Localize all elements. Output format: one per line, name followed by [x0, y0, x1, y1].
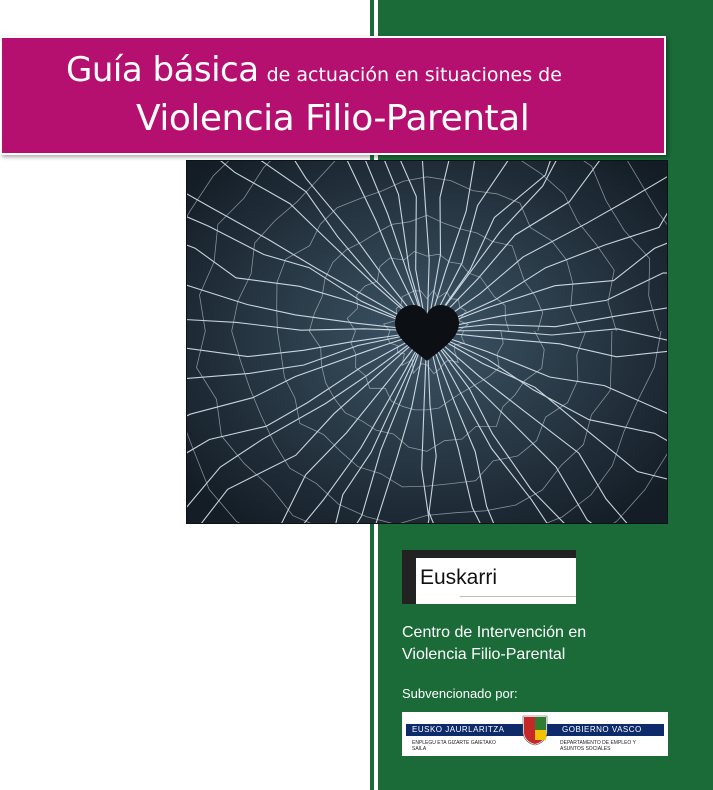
- title-line-2: Violencia Filio-Parental: [136, 98, 530, 139]
- gov-left-subtitle: ENPLEGU ETA GIZARTE GAIETAKO SAILA: [412, 740, 496, 752]
- shattered-glass-image: [187, 161, 667, 523]
- euskarri-logo-text: Euskarri: [420, 566, 498, 589]
- euskarri-logo: [402, 550, 576, 604]
- title-banner: [0, 36, 666, 155]
- funded-by-label: Subvencionado por:: [402, 686, 518, 701]
- gov-left-title: EUSKO JAURLARITZA: [412, 725, 505, 734]
- gov-right-title: GOBIERNO VASCO: [562, 725, 642, 734]
- cover-photo: [186, 160, 668, 524]
- title-main: Guía básica: [66, 50, 259, 90]
- title-line-1: [66, 50, 562, 90]
- center-name: [402, 622, 586, 666]
- title-subtitle: de actuación en situaciones de: [266, 64, 562, 86]
- center-name-line-1: Centro de Intervención en: [402, 624, 587, 641]
- basque-government-logo: [402, 712, 668, 756]
- center-name-line-2: Violencia Filio-Parental: [402, 646, 566, 663]
- coat-of-arms-icon: [520, 714, 550, 746]
- gov-right-subtitle: DEPARTAMENTO DE EMPLEO Y ASUNTOS SOCIALES: [560, 740, 636, 752]
